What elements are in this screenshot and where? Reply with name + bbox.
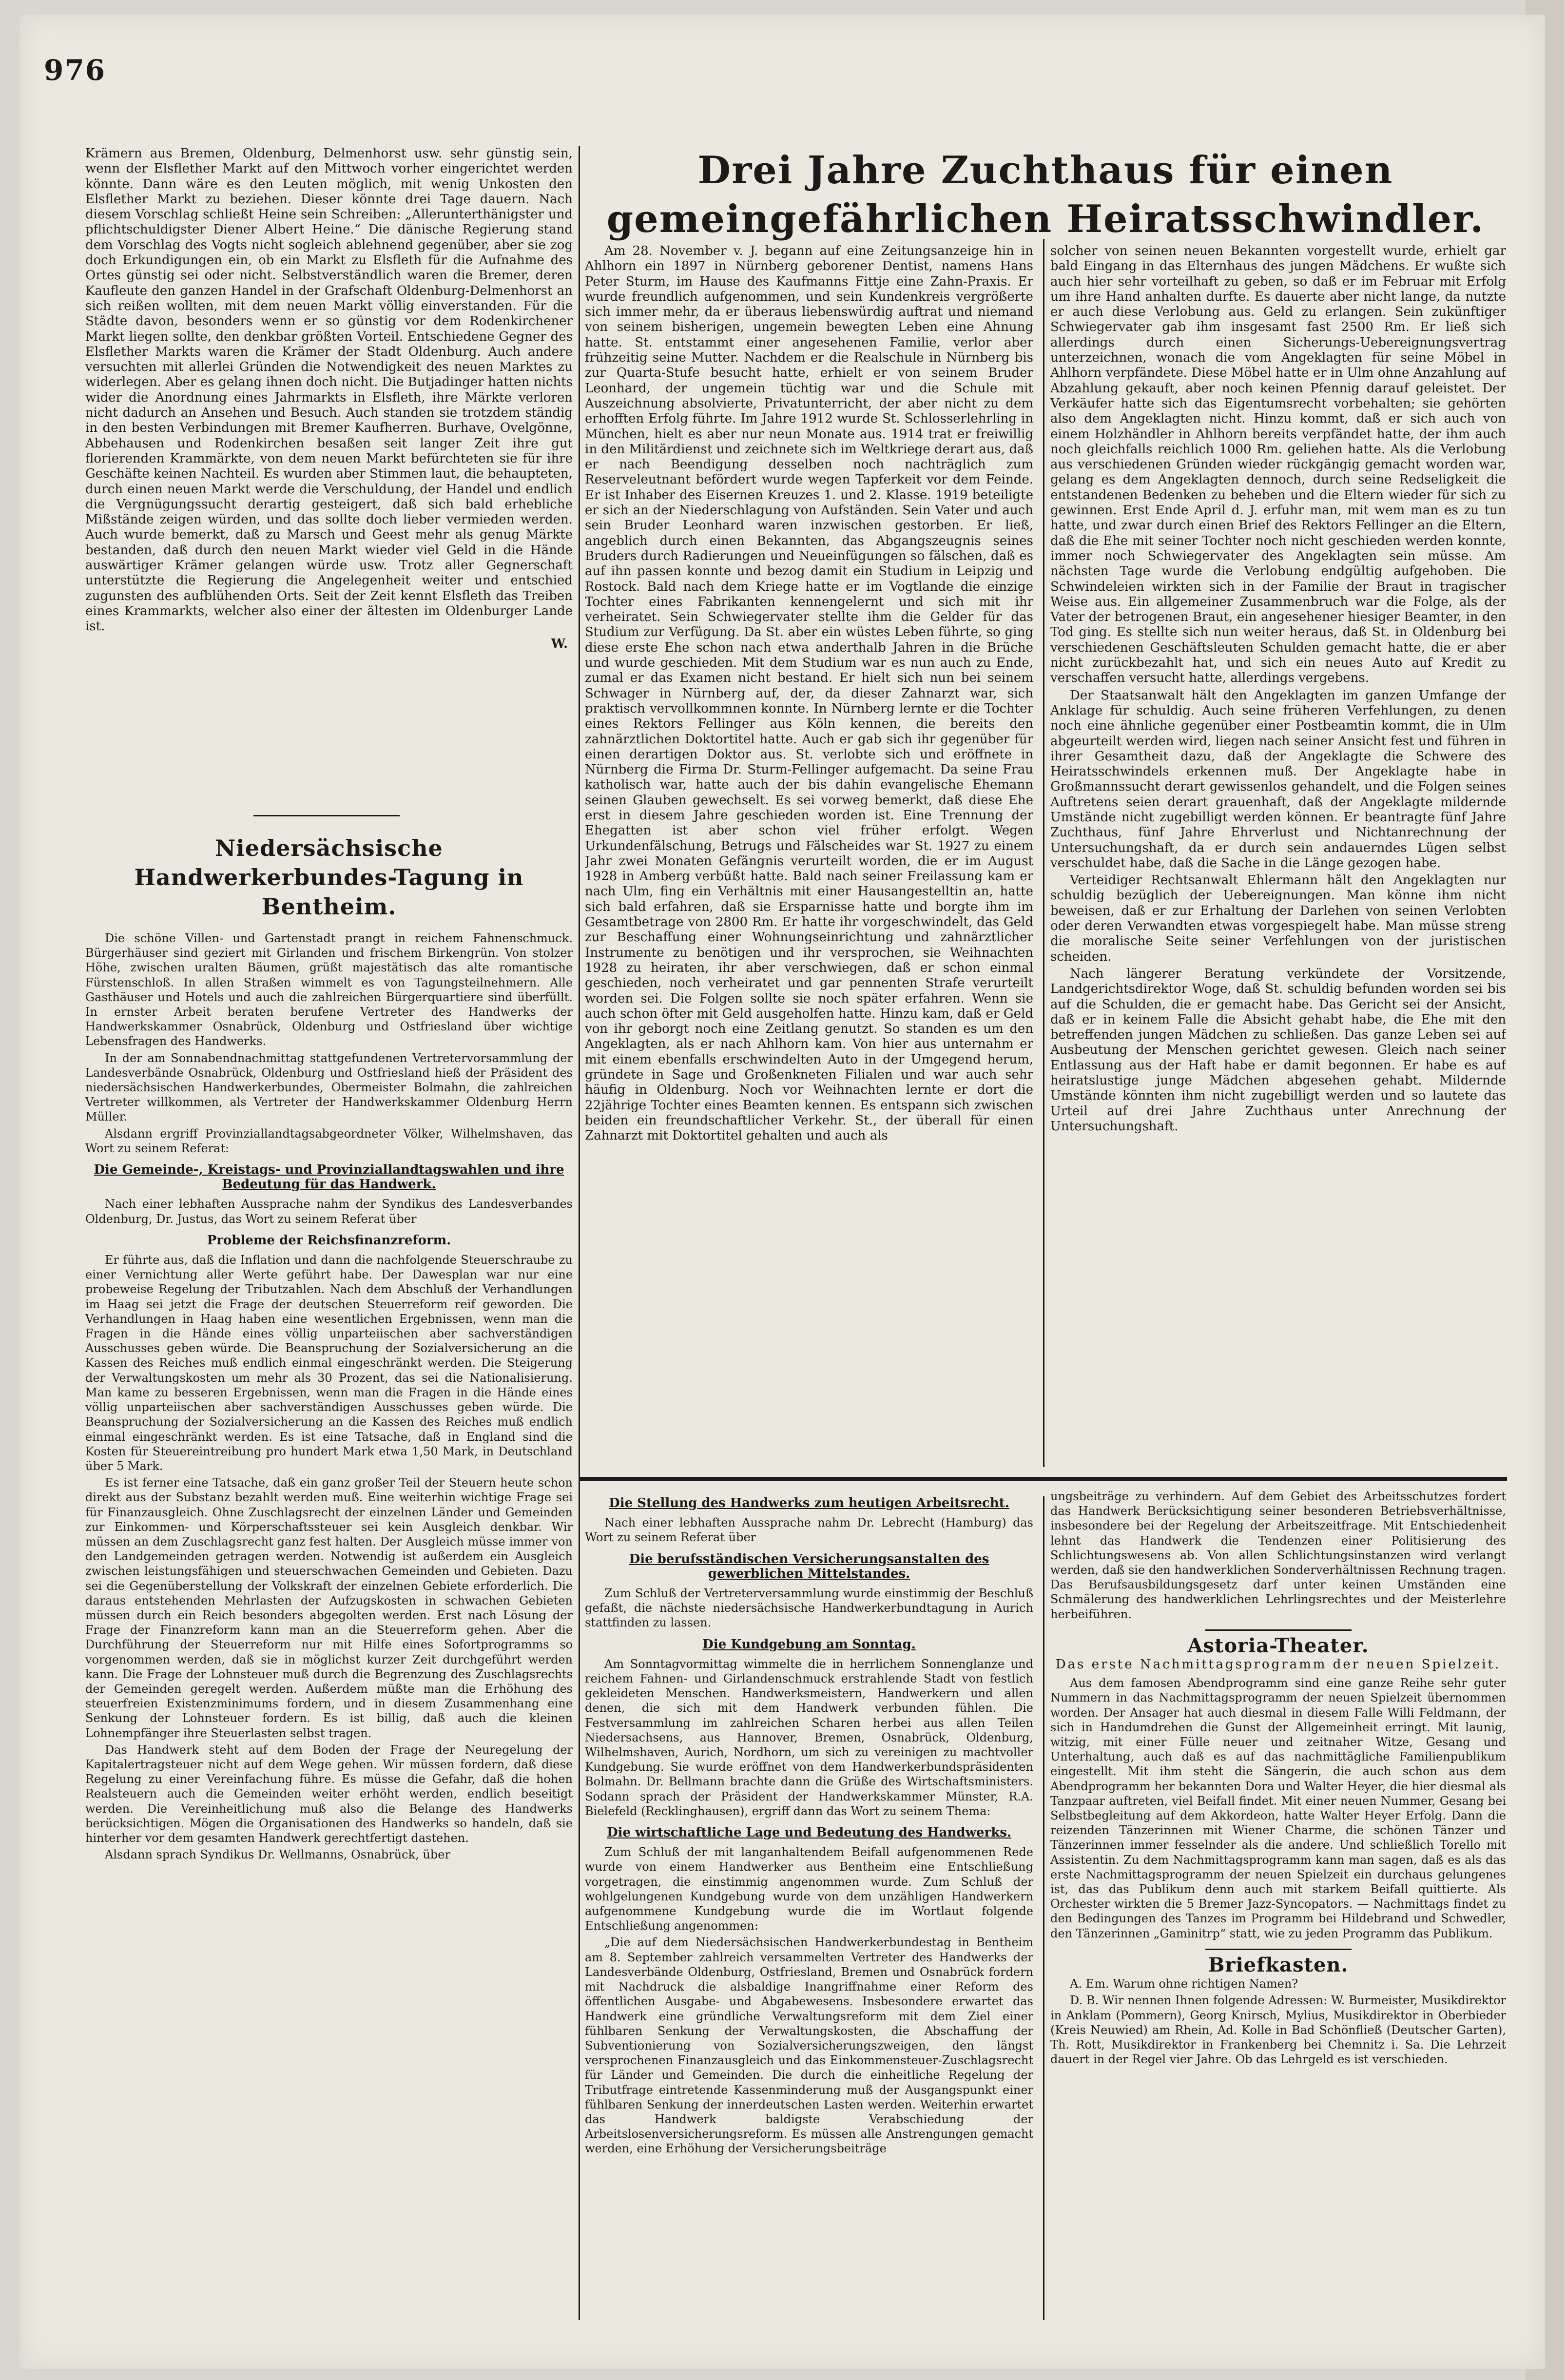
paragraph: Es ist ferner eine Tatsache, daß ein ganz großer Teil der Steuern heute schon direkt aus der Substanz bezahlt werden muß. Eine weiterhin wichtige Frage sei für Finanzausgleich. Ohne Zuschlagsrecht der einzelnen Länder und Gemeinden zur Einkommen- und Körperschaftssteuer sei kein Ausgleich denkbar. Wir müssen an dem Zuschlagsrecht ganz fest halten. Der Ausgleich müsse immer von den Landgemeinden getragen werden. Notwendig ist außerdem ein Ausgleich zwischen leistungsfähigen und steuerschwachen Gemeinden und Gebieten. Dazu sei die Gegenüberstellung der Volkskraft der einzelnen Gebiete erforderlich. Die daraus entstehenden Mehrlasten der Aufzugskosten in schwachen Gebieten müssen durch ein Reich besonders abgegolten werden. Erst nach Lösung der Frage der Finanzreform kann man an die Steuerreform gehen. Aber die Durchführung der Steuerreform nur mit Hilfe eines Sofortprogramms so vorgenommen werden, daß sie in möglichst kurzer Zeit durchgeführt werden kann. Die Frage der Lohnsteuer muß durch die Begrenzung des Zuschlagsrechts der Gemeinden geregelt werden. Außerdem müßte man die Erhöhung des steuerfreien Existenzminimums fordern, und in diesem Zusammenhang eine Senkung der Lohnsteuer fordern. Es ist billig, daß auch die kleinen Lohnempfänger ihre Steuerlasten selbst tragen. [85,1476,573,1740]
paragraph: Nach längerer Beratung verkündete der Vorsitzende, Landgerichtsdirektor Woge, daß St. schuldig befunden worden sei bis auf die Schulden, die er gemacht habe. Das Gericht sei der Ansicht, daß er in keinem Falle die Absicht gehabt habe, die Ehe mit den betreffenden jungen Mädchen zu schließen. Das ganze Leben sei auf Ausbeutung der Menschen gerichtet gewesen. Gleich nach seiner Entlassung aus der Haft habe er damit begonnen. Er habe es auf heiratslustige junge Mädchen abgesehen gehabt. Mildernde Umstände könnten ihm nicht zugebilligt werden und so lautete das Urteil auf drei Jahre Zuchthaus unter Anrechnung der Untersuchungshaft. [1050,966,1506,1134]
paragraph: Zum Schluß der mit langanhaltendem Beifall aufgenommenen Rede wurde von einem Handwerker aus Bentheim eine Entschließung vorgetragen, die einstimmig angenommen wurde. Zum Schluß der wohlgelungenen Kundgebung wurde von dem unzähligen Handwerkern aufgenommene Kundgebung wurde die im Wortlaut folgende Entschließung angenommen: [585,1845,1033,1933]
divider [1205,1629,1352,1631]
column-1-lower [85,829,573,2320]
paragraph: Nach einer lebhaften Aussprache nahm Dr. Lebrecht (Hamburg) das Wort zu seinem Referat über [585,1516,1033,1545]
paragraph: Alsdann sprach Syndikus Dr. Wellmanns, Osnabrück, über [105,1848,450,1862]
paragraph: Er führte aus, daß die Inflation und dann die nachfolgende Steuerschraube zu einer Vernichtung aller Werte geführt habe. Der Dawesplan war nur eine probeweise Regelung der Tributzahlen. Nach dem Abschluß der Verhandlungen im Haag sei jetzt die Frage der deutschen Steuerreform reif geworden. Die Verhandlungen in Haag haben eine wesentlichen Ergebnissen, wenn man die Fragen in die Hände eines völlig unparteiischen aber sachverständigen Ausschusses geben würde. Die Beanspruchung der Sozialversicherung an die Kassen des Reiches muß endlich einmal eingeschränkt werden. Die Steigerung der Verwaltungskosten um mehr als 30 Prozent, das sei die Nationalisierung. Man kame zu besseren Ergebnissen, wenn man die Fragen in die Hände eines völlig unparteiischen aber sachverständigen Ausschusses geben würde. Die Beanspruchung der Sozialversicherung an die Kassen des Reiches muß endlich einmal eingeschränkt werden. Es ist eine Tatsache, daß in England sind die Kosten für Steuereintreibung pro hundert Mark etwa 1,50 Mark, in Deutschland über 5 Mark. [85,1253,573,1473]
paragraph: In der am Sonnabendnachmittag stattgefundenen Vertretervorsammlung der Landesverbände Osnabrück, Oldenburg und Ostfriesland hieß der Präsident des niedersächsischen Handwerkerbundes, Obermeister Bolmahn, die zahlreichen Vertreter willkommen, als Vertreter der Handwerkskammer Oldenburg Herrn Müller. [85,1051,573,1124]
signature: W. [551,636,568,651]
subheading: Die Stellung des Handwerks zum heutigen Arbeitsrecht. [609,1496,1009,1510]
subheading: Die wirtschaftliche Lage und Bedeutung des Handwerks. [607,1825,1011,1840]
divider [1205,1949,1352,1950]
theater-heading: Astoria-Theater. [1187,1634,1369,1657]
section-rule [579,1477,1507,1481]
paragraph: Das Handwerk steht auf dem Boden der Frage der Neuregelung der Kapitalertragsteuer nicht auf dem Wege gehen. Wir müssen fordern, daß diese Regelung zu einer Vereinfachung führe. Es müsse die Gefahr, daß die hohen Realsteuern auch die Gemeinden weiter erhöht werden, endlich beseitigt werden. Die Vereinheitlichung muß also die Belange des Handwerks berücksichtigen. Mögen die Organisationen des Handwerks so handeln, daß sie hinterher vor dem gesamten Handwerk gerechtfertigt dastehen. [85,1742,573,1845]
paragraph: Verteidiger Rechtsanwalt Ehlermann hält den Angeklagten nur schuldig bezüglich der Uebereignungen. Man könne ihm nicht beweisen, daß er zur Erhaltung der Darlehen von seinen Verlobten oder deren Verwandten etwas vorgespiegelt habe. Man müsse streng die moralische Seite seiner Verfehlungen von der juristischen scheiden. [1050,873,1506,964]
paragraph: solcher von seinen neuen Bekannten vorgestellt wurde, erhielt gar bald Eingang in das Elternhaus des jungen Mädchens. Er wußte sich auch hier sehr vorteilhaft zu geben, so daß er im Februar mit Erfolg um ihre Hand anhalten durfte. Es dauerte aber nicht lange, da nutzte er auch diese Verlobung aus. Geld zu erlangen. Sein zukünftiger Schwiegervater gab ihm insgesamt fast 2500 Rm. Er ließ sich allerdings durch einen Sicherungs-Uebereignungsvertrag unterzeichnen, wonach die vom Angeklagten für seine Möbel in Ahlhorn verpfändete. Diese Möbel hatte er in Ulm ohne Anzahlung auf Abzahlung gekauft, aber noch keinen Pfennig darauf geleistet. Der Verkäufer hatte sich das Eigentumsrecht vorbehalten; sie gehörten also dem Angeklagten nicht. Hinzu kommt, daß er sich auch von einem Holzhändler in Ahlhorn bereits verpfändet hatte, der ihm auch noch gleichfalls reichlich 1000 Rm. geliehen hatte. Als die Verlobung aus verschiedenen Gründen wieder rückgängig gemacht worden war, gelang es dem Angeklagten dennoch, durch seine Redseligkeit die entstandenen Bedenken zu beheben und die Eltern wieder für sich zu gewinnen. Erst Ende April d. J. erfuhr man, mit wem man es zu tun hatte, und zwar durch einen Brief des Rektors Fellinger an die Eltern, daß die Ehe mit seiner Tochter noch nicht geschieden werden konnte, immer noch Schwiegervater des Angeklagten sein müsse. Am nächsten Tage wurde die Verlobung endgültig aufgehoben. Die Schwindeleien wirkten sich in der Familie der Braut in tragischer Weise aus. Ein allgemeiner Zusammenbruch war die Folge, als der Vater der betrogenen Braut, ein angesehener hiesiger Beamter, in den Tod ging. Es stellte sich nun weiter heraus, daß St. in Oldenburg bei verschiedenen Geschäftsleuten Schulden gemacht hatte, die er aber nicht zurückbezahlt hat, und sich ein neues Auto auf Kredit zu verschaffen versucht hatte, allerdings vergebens. [1050,244,1506,686]
briefkasten-heading: Briefkasten. [1208,1953,1349,1976]
column-2-story [585,244,1033,1467]
headline: Drei Jahre Zuchthaus für einen gemeingefährlichen Heiratsschwindler. [606,148,1485,241]
column-rule [1043,239,1044,1467]
lower-column-2 [585,1489,1033,2318]
page-number: 976 [44,54,106,87]
column-3-story [1050,244,1506,1467]
section-divider [253,815,400,816]
paragraph: Nach einer lebhaften Aussprache nahm der Syndikus des Landesverbandes Oldenburg, Dr. Justus, das Wort zu seinem Referat über [85,1197,573,1226]
lower-column-3 [1050,1489,1506,2318]
paragraph: „Die auf dem Niedersächsischen Handwerkerbundestag in Bentheim am 8. September zahlreich versammelten Vertreter des Handwerks der Landesverbände Oldenburg, Ostfriesland, Bremen und Osnabrück fordern mit Nachdruck die alsbaldige Inangriffnahme einer Reform des öffentlichen Ausgabe- und Abgabewesens. Insbesondere erwartet das Handwerk eine gründliche Verwaltungsreform mit dem Ziel einer fühlbaren Senkung der Verwaltungskosten, die Abschaffung der Subventionierung von Sozialversicherungszweigen, den längst versprochenen Finanzausgleich und das Einkommensteuer-Zuschlagsrecht für Länder und Gemeinden. Die durch die einheitliche Regelung der Tributfrage eintretende Kassenminderung muß der Ausgangspunkt einer fühlbaren Senkung der innerdeutschen Lasten werden. Weiterhin erwartet das Handwerk baldigste Verabschiedung der Arbeitslosenversicherungsreform. Es müssen alle Anstrengungen gemacht werden, eine Erhöhung der Versicherungsbeiträge [585,1935,1033,2156]
paragraph: Die schöne Villen- und Gartenstadt prangt in reichem Fahnenschmuck. Bürgerhäuser sind geziert mit Girlanden und frischem Birkengrün. Von stolzer Höhe, zwischen uralten Bäumen, grüßt majestätisch das alte romantische Fürstenschloß. In allen Straßen wimmelt es von Tagungsteilnehmern. Alle Gasthäuser und Hotels und auch die zahlreichen Bürgerquartiere sind überfüllt. In ernster Arbeit beraten berufene Vertreter des Handwerks der Handwerkskammer Osnabrück, Oldenburg und Ostfriesland über wichtige Lebensfragen des Handwerks. [85,931,573,1048]
subheading: Die berufsständischen Versicherungsanstalten des gewerblichen Mittelstandes. [629,1551,989,1581]
column-1-upper [85,146,573,799]
paragraph: Am Sonntagvormittag wimmelte die in herrlichem Sonnenglanze und reichem Fahnen- und Girlandenschmuck erstrahlende Stadt von festlich gekleideten Menschen. Handwerksmeistern, Handwerkern und allen denen, die sich mit dem Handwerk verbunden fühlen. Die Festversammlung im zahlreichen Scharen herbei aus allen Teilen Niedersachsens, aus Hannover, Bremen, Osnabrück, Oldenburg, Wilhelmshaven, Aurich, Nordhorn, um sich zu vereinigen zu machtvoller Kundgebung. Sie wurde eröffnet von dem Handwerkerbundspräsidenten Bolmahn. Dr. Bellmann brachte dann die Grüße des Wirtschaftsministers. Sodann sprach der Präsident der Handwerkskammer Münster, R.A. Bielefeld (Recklinghausen), ergriff dann das Wort zu seinem Thema: [585,1657,1033,1818]
subheading: Die Gemeinde-, Kreistags- und Provinziallandtagswahlen und ihre Bedeutung für das Handwerk. [94,1162,564,1192]
column-rule [579,146,580,2320]
paragraph: Aus dem famosen Abendprogramm sind eine ganze Reihe sehr guter Nummern in das Nachmittagsprogramm der neuen Spielzeit übernommen worden. Der Ansager hat auch diesmal in diesem Falle Willi Feldmann, der sich in Handumdrehen die Gunst der Allgemeinheit erringt. Mit launig, witzig, mit einer Fülle neuer und zeitnaher Witze, Gesang und Unterhaltung, auch daß es auf das nachmittägliche Familienpublikum eingestellt. Mit ihm steht die Sängerin, die auch schon aus dem Abendprogramm her bekannten Dora und Walter Heyer, die hier diesmal als Tanzpaar auftreten, viel Beifall findet. Mit einer neuen Nummer, Gesang bei Selbstbegleitung auf dem Akkordeon, hatte Walter Heyer Erfolg. Dann die reizenden Tänzerinnen mit Wiener Charme, die schönen Tänzer und Tänzerinnen immer fesselnder als die andere. Und schließlich Torello mit Assistentin. Zu dem Nachmittagsprogramm kann man sagen, daß es als das erste Nachmittagsprogramm der neuen Spielzeit ein durchaus gelungenes ist, das das Publikum denn auch mit starkem Beifall quittierte. Als Orchester wirkten die 5 Bremer Jazz-Syncopators. — Nachmittags findet zu den Bedingungen des Tanzes im Programm bei Hildebrand und Schwedler, den Tänzerinnen „Gaminitrp“ statt, wie zu jeden Programm das Publikum. [1050,1676,1506,1940]
paragraph: Zum Schluß der Vertreterversammlung wurde einstimmig der Beschluß gefaßt, die nächste niedersächsische Handwerkerbundtagung in Aurich stattfinden zu lassen. [585,1587,1033,1630]
column-rule [1043,1496,1044,2320]
paragraph: ungsbeiträge zu verhindern. Auf dem Gebiet des Arbeitsschutzes fordert das Handwerk Berücksichtigung seiner besonderen Betriebsverhältnisse, insbesondere bei der Regelung der Arbeitszeitfrage. Mit Entschiedenheit lehnt das Handwerk die Tendenzen einer Politisierung des Schlichtungswesens ab. Von allen Schlichtungsinstanzen wird verlangt werden, daß sie den handwerklichen Sonderverhältnissen Rechnung tragen. Das Berufsausbildungsgesetz darf unter keinen Umständen eine Schmälerung des handwerklichen Lehrlingsrechtes und der Meisterlehre herbeiführen. [1050,1490,1506,1621]
paragraph: A. Em. Warum ohne richtigen Namen? [1070,1977,1298,1991]
paragraph: Am 28. November v. J. begann auf eine Zeitungsanzeige hin in Ahlhorn ein 1897 in Nürnberg geborener Dentist, namens Hans Peter Sturm, im Hause des Kaufmanns Fittje eine Zahn-Praxis. Er wurde freundlich aufgenommen, und sein Kundenkreis vergrößerte sich immer mehr, da er überaus liebenswürdig auftrat und niemand von seinem bisherigen, ungemein bewegten Leben eine Ahnung hatte. St. entstammt einer angesehenen Familie, verlor aber frühzeitig seine Mutter. Nachdem er die Realschule in Nürnberg bis zur Quarta-Stufe besucht hatte, erhielt er von seinem Bruder Leonhard, der ungemein tüchtig war und die Schule mit Auszeichnung absolvierte, Privatunterricht, der aber nicht zu dem erhofften Erfolg führte. Im Jahre 1912 wurde St. Schlosserlehrling in München, hielt es aber nur neun Monate aus. 1914 trat er freiwillig in den Militärdienst und zeichnete sich im Weltkriege derart aus, daß er nach Beendigung desselben noch nachträglich zum Reserveleutnant befördert wurde wegen Tapferkeit vor dem Feinde. Er ist Inhaber des Eisernen Kreuzes 1. und 2. Klasse. 1919 beteiligte er sich an der Niederschlagung von Aufständen. Sein Vater und auch sein Bruder Leonhard waren inzwischen gestorben. Er ließ, angeblich durch einen Bekannten, das Abgangszeugnis seines Bruders durch Radierungen und Neueinfügungen so fälschen, daß es auf ihn passen konnte und bezog damit ein Studium in Leipzig und Rostock. Bald nach dem Kriege hatte er im Vogtlande die einzige Tochter eines Fabrikanten kennengelernt und sich mit ihr verheiratet. Sein Schwiegervater stellte ihm die Gelder für das Studium zur Verfügung. Da St. aber ein wüstes Leben führte, so ging diese erste Ehe schon nach etwa anderthalb Jahren in die Brüche und wurde geschieden. Mit dem Studium war es nun auch zu Ende, zumal er das Examen nicht bestand. Er hielt sich nun bei seinem Schwager in Nürnberg auf, der, da dieser Zahnarzt war, sich praktisch vervollkommnen konnte. In Nürnberg lernte er die Tochter eines Rektors Fellinger aus Köln kennen, die bereits den zahnärztlichen Doktortitel hatte. Auch er gab sich ihr gegenüber für einen derartigen Doktor aus. St. verlobte sich und eröffnete in Nürnberg die Firma Dr. Sturm-Fellinger aufgemacht. Da seine Frau katholisch war, hatte auch der bis dahin evangelische Ehemann seinen Glauben gewechselt. Es sei vorweg bemerkt, daß diese Ehe erst in diesem Jahre geschieden worden ist. Eine Trennung der Ehegatten ist aber schon viel früher erfolgt. Wegen Urkundenfälschung, Betrugs und Fälscheides war St. 1927 zu einem Jahr zwei Monaten Gefängnis verurteilt worden, die er im August 1928 in Amberg verbüßt hatte. Bald nach seiner Freilassung kam er nach Ulm, fing ein Verhältnis mit einer Hausangestelltin an, hatte sich bald erfahren, daß sie Ersparnisse hatte und borgte ihm im Gesamtbetrage von 2800 Rm. Er hatte ihr vorgeschwindelt, das Geld zur Beschaffung einer Wohnungseinrichtung und zahnärztlicher Instrumente zu benötigen und ihr versprochen, sie Weihnachten 1928 zu heiraten, ihr aber verschwiegen, daß er schon einmal geschieden, noch verheiratet und gar pennenten Strafe verurteilt worden sei. Die Folgen sollte sie noch später erfahren. Wenn sie auch schon öfter mit Geld ausgeholfen hatte. Hinzu kam, daß er Geld von ihr geborgt noch eine Zeitlang genutzt. So standen es um den Angeklagten, als er nach Ahlhorn kam. Von hier aus unternahm er mit einem ebenfalls erschwindelten Auto in der Umgegend herum, gründete in Sage und Großenkneten Filialen und war auch sehr häufig in Oldenburg. Noch vor Weihnachten lernte er dort die 22jährige Tochter eines Beamten kennen. Es entspann sich zwischen beiden ein freundschaftlicher Verkehr. St., der überall für einen Zahnarzt mit Doktortitel gehalten und auch als [585,244,1033,1143]
article-text-elsfleth: Krämern aus Bremen, Oldenburg, Delmenhorst usw. sehr günstig sein, wenn der Elsflether Markt auf den Mittwoch vorher eingerichtet werden könnte. Dann wäre es den Leuten möglich, mit wenig Unkosten den Elsflether Markt zu beziehen. Dieser könnte drei Tage dauern. Nach diesem Vorschlag schließt Heine sein Schreiben: „Allerunterthänigster und pflichtschuldigster Diener Albert Heine.“ Die dänische Regierung stand dem Vorschlag des Vogts nicht sogleich ablehnend gegenüber, aber sie zog doch Erkundigungen ein, ob ein Markt zu Elsfleth für die Aufnahme des Ortes günstig sei oder nicht. Selbstverständlich waren die Bremer, deren Kaufleute den ganzen Handel in der Grafschaft Oldenburg-Delmenhorst an sich reißen wollten, mit dem neuen Markt völlig einverstanden. Für die Städte davon, besonders wenn er so günstig vor dem Rodenkirchener Markt liegen sollte, den denkbar größten Vorteil. Entschiedene Gegner des Elsflether Markts waren die Krämer der Stadt Oldenburg. Auch andere versuchten mit allerlei Gründen die Notwendigkeit des neuen Marktes zu widerlegen. Aber es gelang ihnen doch nicht. Die Butjadinger hatten nichts wider die Anordnung eines Jahrmarkts in Elsfleth, ihre Märkte verloren nicht dadurch an Ansehen und Besuch. Auch standen sie trotzdem ständig in den besten Verbindungen mit Bremer Kaufherren. Burhave, Ovelgönne, Abbehausen und Rodenkirchen besaßen seit langer Zeit ihre gut florierenden Krammärkte, von dem neuen Markt befürchteten sie für ihre Geschäfte keinen Nachteil. Es wurden aber Stimmen laut, die behaupteten, durch einen neuen Markt werde die Verschuldung, der Handel und endlich die Vergnügungssucht derartig gesteigert, daß sich bald erhebliche Mißstände zeigen würden, und das sollte doch lieber vermieden werden. Auch wurde bemerkt, daß zu Marsch und Geest mehr als genug Märkte bestanden, daß durch den neuen Markt wieder viel Geld in die Hände auswärtiger Krämer gelangen würde usw. Trotz aller Gegnerschaft unterstützte die Regierung die Angelegenheit weiter und entschied zugunsten des aufblühenden Orts. Seit der Zeit kennt Elsfleth das Treiben eines Krammarkts, welcher also einer der ältesten im Oldenburger Lande ist. [85,146,573,634]
theater-subheading: Das erste Nachmittagsprogramm der neuen Spielzeit. [1055,1657,1501,1672]
paragraph: D. B. Wir nennen Ihnen folgende Adressen: W. Burmeister, Musikdirektor in Anklam (Pommern), Georg Knirsch, Mylius, Musikdirektor in Oberbieder (Kreis Neuwied) am Rhein, Ad. Kolle in Bad Schönfließ (Deutscher Garten), Th. Rott, Musikdirektor in Frankenberg bei Chemnitz i. Sa. Die Lehrzeit dauert in der Regel vier Jahre. Ob das Lehrgeld es ist verschieden. [1050,1993,1506,2067]
section-title-handwerkerbund: Niedersächsische Handwerkerbundes-Tagung in Bentheim. [134,835,524,920]
subheading: Probleme der Reichsfinanzreform. [207,1233,451,1248]
subheading: Die Kundgebung am Sonntag. [702,1637,916,1652]
paragraph: Alsdann ergriff Provinziallandtagsabgeordneter Völker, Wilhelmshaven, das Wort zu seinem Referat: [85,1126,573,1155]
paragraph: Der Staatsanwalt hält den Angeklagten im ganzen Umfange der Anklage für schuldig. Auch seine früheren Verfehlungen, zu denen noch eine ähnliche gegenüber einer Postbeamtin kommt, die in Ulm abgeurteilt werden wird, liegen nach seiner Ansicht fest und führen in ihrer Gesamtheit dazu, daß der Angeklagte die Schwere des Heiratsschwindels erkennen muß. Der Angeklagte habe in Großmannssucht derart gewissenlos gehandelt, und die Folgen seines Auftretens seien derart grauenhaft, daß der Angeklagte mildernde Umstände nicht zugebilligt werden können. Er beantragte fünf Jahre Zuchthaus, fünf Jahre Ehrverlust und Nichtanrechnung der Untersuchungshaft, da er durch sein andauerndes Lügen selbst verschuldet habe, daß die Sache in die Länge gezogen habe. [1050,688,1506,871]
